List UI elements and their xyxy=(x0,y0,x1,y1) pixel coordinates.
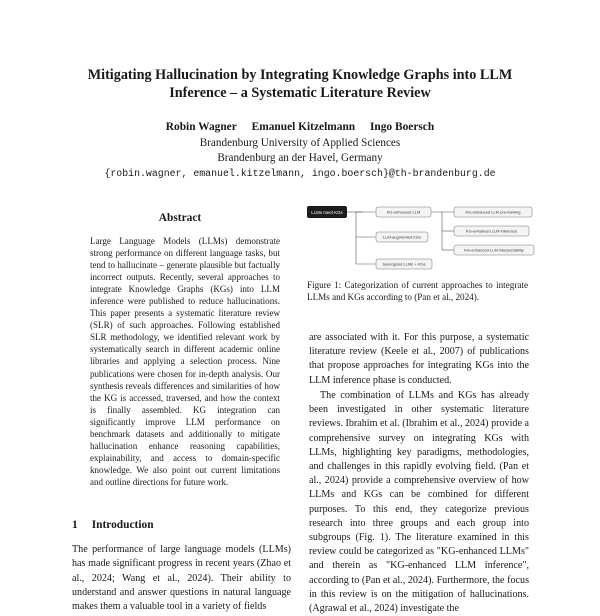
body-paragraph xyxy=(309,389,529,616)
figure-level2-label: KG-enhanced LLM interpretability xyxy=(464,247,524,253)
title-line-2: Inference – a Systematic Literature Review xyxy=(169,85,431,101)
author-list xyxy=(40,121,560,133)
abstract-text: Large Language Models (LLMs) demonstrate strong performance on different language tasks, but tend to hallucinate – generate plausible but factually incorrect outputs. Recently, several approaches to integrate Knowledge Graphs (KGs) into LLM inference were published to reduce hallucinations. This paper presents a systematic literature review (SLR) of such approaches. Following established SLR methodology, we identified relevant work by systematically search in different academic online libraries and applying a selection process. Nine publications were chosen for in-depth analysis. Our synthesis reveals differences and similarities of how the KG is accessed, traversed, and how the context is finally assembled. KG integration can significantly improve LLM performance on benchmark datasets and additionally to mitigate hallucination enhance reasoning capabilities, explainability, and access to domain-specific knowledge. We also point out current limitations and outline directions for future work. xyxy=(90,236,280,487)
paper-title xyxy=(40,66,560,102)
figure-level1-label: Synergized LLMs + KGs xyxy=(382,261,426,267)
section-title: Introduction xyxy=(91,519,154,531)
figure-1-diagram xyxy=(306,203,536,273)
author-emails: {robin.wagner, emanuel.kitzelmann, ingo.boersch}@th-brandenburg.de xyxy=(104,168,496,179)
introduction-text: The performance of large language models (LLMs) has made significant progress in recent years (Zhao et al., 2024; Wang et al., 2024). Their ability to understand and answer questions in natural language makes them a valuable tool in a variety of fields xyxy=(72,544,291,613)
figure-caption: Figure 1: Categorization of current approaches to integrate LLMs and KGs according to (Pan et al., 2024). xyxy=(307,280,528,302)
section-number: 1 xyxy=(72,519,78,531)
figure-level2-label: KG-enhanced LLM pre-training xyxy=(465,209,521,215)
figure-level1-label: KG-enhanced LLM xyxy=(386,209,421,215)
figure-level1-label: LLM-augmented KGs xyxy=(382,234,422,240)
figure-root-label: LLMs meet KGs xyxy=(311,210,343,215)
figure-level2-label: KG-enhanced LLM inference xyxy=(465,228,518,234)
author-name: Robin Wagner xyxy=(165,121,237,133)
title-line-1: Mitigating Hallucination by Integrating Knowledge Graphs into LLM xyxy=(87,67,513,83)
paragraph-text: are associated with it. For this purpose, a systematic literature review (Keele et al., 2007) of publications that propose approaches for integrating KGs into the LLM inference phase is conducted. xyxy=(309,332,529,386)
abstract-heading: Abstract xyxy=(158,212,202,224)
paragraph-text: The combination of LLMs and KGs has already been investigated in other systematic literature reviews. Ibrahim et al. (Ibrahim et al., 2024) provide a comprehensive survey on integrating KGs with LLMs, highlighting key paradigms, methodologies, and challenges in this rapidly evolving field. (Pan et al., 2024) provide a comprehensive overview of how LLMs and KGs can be combined for different purposes. To this end, they categorize previous research into three groups and each group into subgroups (Fig. 1). The literature examined in this review could be categorized as "KG-enhanced LLMs" and therein as "KG-enhanced LLM inference", according to (Pan et al., 2024). Furthermore, the focus in this review is on the mitigation of hallucinations. (Agrawal et al., 2024) investigate the xyxy=(309,390,529,615)
location: Brandenburg an der Havel, Germany xyxy=(217,152,383,164)
affiliation: Brandenburg University of Applied Sciences xyxy=(199,137,401,149)
author-name: Ingo Boersch xyxy=(369,121,435,133)
section-heading xyxy=(72,519,154,531)
body-paragraph xyxy=(309,331,529,388)
author-name: Emanuel Kitzelmann xyxy=(251,121,356,133)
